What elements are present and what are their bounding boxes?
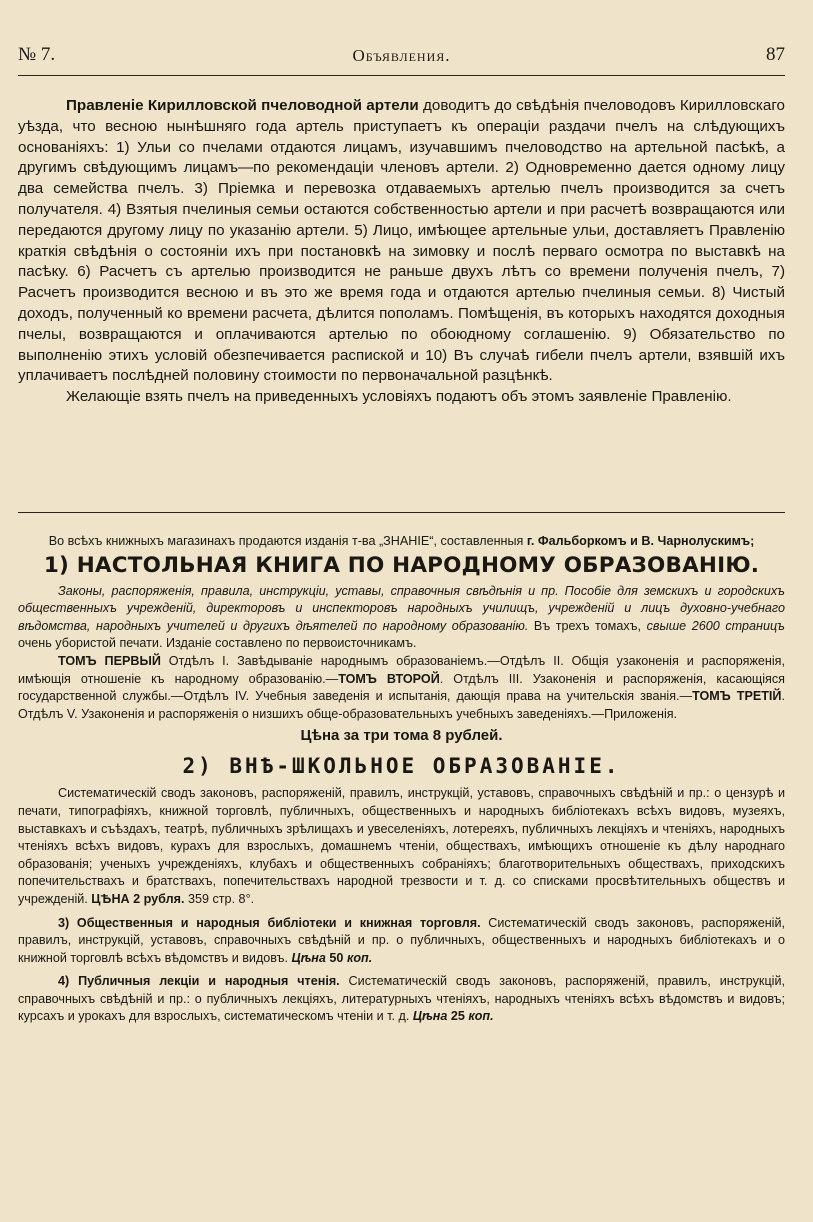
book1-title: 1) НАСТОЛЬНАЯ КНИГА ПО НАРОДНОМУ ОБРАЗОВАНІЮ.: [43, 552, 760, 578]
book2-description: [18, 785, 785, 908]
issue-number: № 7.: [18, 44, 56, 65]
notice-closing: Желающіе взять пчелъ на приведенныхъ условіяхъ подаютъ объ этомъ заявленіе Правленію.: [66, 388, 732, 406]
book4-price-unit: коп.: [468, 1009, 494, 1024]
notice-text: доводитъ до свѣдѣнія пчеловодовъ Кирилловскаго уѣзда, что весною нынѣшняго года артель приступаетъ къ операціи раздачи пчелъ на слѣдующихъ основаніяхъ: 1) Ульи со пчелами отдаются лицамъ, изучавшимъ пчеловодство на артельной пасѣкѣ, а другимъ свѣдующимъ лицамъ—по рекомендаціи членовъ артели. 2) Одновременно дается одному лицу два семейства пчелъ. 3) Пріемка и перевозка отдаваемыхъ артелью пчелъ производится за счетъ получателя. 4) Взятыя пчелиныя семьи остаются собственностью артели и при расчетѣ возвращаются или передаются другому лицу по указанію артели. 5) Лицо, имѣющее артельные ульи, доставляетъ Правленію краткія свѣдѣнія о состояніи ихъ при постановкѣ на зимовку и послѣ перваго осмотра по выставкѣ на пасѣку. 6) Расчетъ съ артелью производится не раньше двухъ лѣтъ со времени полученія пчелъ, 7) Расчетъ производится весною и въ это же время года и отдаются артелью пчелиныя семьи. 8) Чистый доходъ, полученный ко времени расчета, дѣлится пополамъ. Помѣщенія, въ которыхъ находятся доходныя пчелы, возвращаются и оплачиваются артелью по обоюдному соглашенію. 9) Обязательство по выполненію этихъ условій обезпечивается распиской и 10) Въ случаѣ гибели пчелъ артели, взявшій ихъ уплачиваетъ послѣдней половину стоимости по первоначальной разцѣнкѣ.: [18, 97, 785, 385]
book4-entry: [18, 973, 785, 1026]
book2-text: Систематическій сводъ законовъ, распоряженій, правилъ, инструкцій, уставовъ, справочныхъ свѣдѣній и пр.: о цензурѣ и печати, типографіяхъ, книжной торговлѣ, публичныхъ, общественныхъ и народныхъ библіотекахъ всѣхъ видовъ, музеяхъ, выставкахъ и съѣздахъ, театрѣ, публичныхъ зрѣлищахъ и увеселеніяхъ, лотереяхъ, публичныхъ лекціяхъ и чтеніяхъ, народныхъ чтеніяхъ всѣхъ видовъ, курахъ для взрослыхъ, домашнемъ чтеніи, обществахъ, имѣющихъ отношеніе къ дѣлу народнаго образованія; ученыхъ учрежденіяхъ, клубахъ и общественныхъ собраніяхъ; благотворительныхъ обществахъ, приходскихъ попечительствахъ и братствахъ, попечительствахъ народной трезвости и т. д. со списками просвѣтительныхъ обществъ и учрежденій.: [18, 786, 785, 906]
book1-desc-text1: Въ трехъ томахъ,: [528, 618, 647, 633]
book3-title: 3) Общественныя и народныя библіотеки и книжная торговля.: [58, 915, 481, 930]
book3-price-label: Цѣна: [291, 950, 326, 965]
header-rule: [18, 75, 785, 76]
book1-desc-text2: очень убористой печати. Изданіе составлено по первоисточникамъ.: [18, 636, 417, 651]
ad-authors: г. Фальборкомъ и В. Чарнолускимъ;: [526, 534, 755, 548]
book2-price: ЦѢНА 2 рубля.: [87, 891, 185, 906]
book3-price-value: 50: [325, 950, 347, 965]
notice-body: [18, 96, 785, 387]
book3-price-unit: коп.: [346, 950, 373, 965]
page-header: [18, 44, 785, 74]
book4-text: Систематическій сводъ законовъ, распоряженій, правилъ, инструкцій, справочныхъ свѣдѣній и пр.: о публичныхъ лекціяхъ, литературныхъ чтеніяхъ, народныхъ чтеніяхъ всѣхъ вѣдомствъ и видовъ; курсахъ и урокахъ для взрослыхъ, систематическомъ чтеніи и т. д.: [18, 974, 785, 1024]
book1-desc-pages: свыше 2600 страницъ: [646, 618, 785, 633]
book2-pages: 359 стр. 8°.: [184, 891, 255, 906]
section-divider: [18, 512, 785, 513]
section-title: Объявления.: [352, 46, 451, 65]
vol1-label: ТОМЪ ПЕРВЫЙ: [58, 653, 161, 668]
page-number: 87: [766, 44, 785, 65]
vol2-contents: . Отдѣлъ III. Узаконенія и распоряженія, касающіяся государственной службы.—Отдѣлъ IV. Учебныя заведенія и испытанія, дающія права на учительскія званія.—: [18, 671, 785, 704]
vol3-label: ТОМЪ ТРЕТІЙ: [692, 689, 782, 704]
book3-entry: [18, 915, 785, 968]
book2-title: 2) ВНѢ-ШКОЛЬНОЕ ОБРАЗОВАНІЕ.: [182, 754, 621, 779]
ad-intro-text: Во всѣхъ книжныхъ магазинахъ продаются изданія т-ва „ЗНАНІЕ“, составленныя: [48, 534, 527, 548]
book1-volumes: [18, 653, 785, 723]
vol2-label: ТОМЪ ВТОРОЙ: [338, 671, 440, 686]
vol1-contents: Отдѣлъ I. Завѣдываніе народнымъ образованіемъ.—Отдѣлъ II. Общія узаконенія и распоряженія, имѣющія отношеніе къ народному образованію.—: [18, 653, 785, 686]
vol3-contents: . Отдѣлъ V. Узаконенія и распоряженія о низшихъ обще-образовательныхъ учебныхъ заведеніяхъ.—Приложенія.: [18, 689, 785, 721]
notice-lead: Правленіе Кирилловской пчеловодной артели: [66, 97, 419, 114]
books-advertisement: [18, 533, 785, 1026]
book4-price-value: 25: [447, 1009, 469, 1024]
book1-desc-italic: Законы, распоряженія, правила, инструкціи, уставы, справочныя свѣдѣнія и пр. Пособіе для земскихъ и городскихъ общественныхъ учрежденій, директоровъ и инспекторовъ народныхъ училищъ, учрежденій и лицъ духовно-учебнаго вѣдомства, народныхъ учителей и другихъ дѣятелей по народному образованію.: [18, 583, 785, 633]
ad-intro: [18, 533, 785, 551]
book4-title: 4) Публичныя лекціи и народныя чтенія.: [58, 974, 340, 989]
book4-price-label: Цѣна: [412, 1009, 448, 1024]
book3-text: Систематическій сводъ законовъ, распоряженій, правилъ, инструкцій, уставовъ, справочныхъ свѣдѣній и пр. о публичныхъ, общественныхъ и народныхъ библіотекахъ и о книжной торговлѣ всѣхъ вѣдомствъ и видовъ.: [18, 915, 785, 965]
book1-price: Цѣна за три тома 8 рублей.: [300, 727, 503, 745]
book1-description: [18, 583, 785, 653]
artel-notice: [18, 96, 785, 408]
